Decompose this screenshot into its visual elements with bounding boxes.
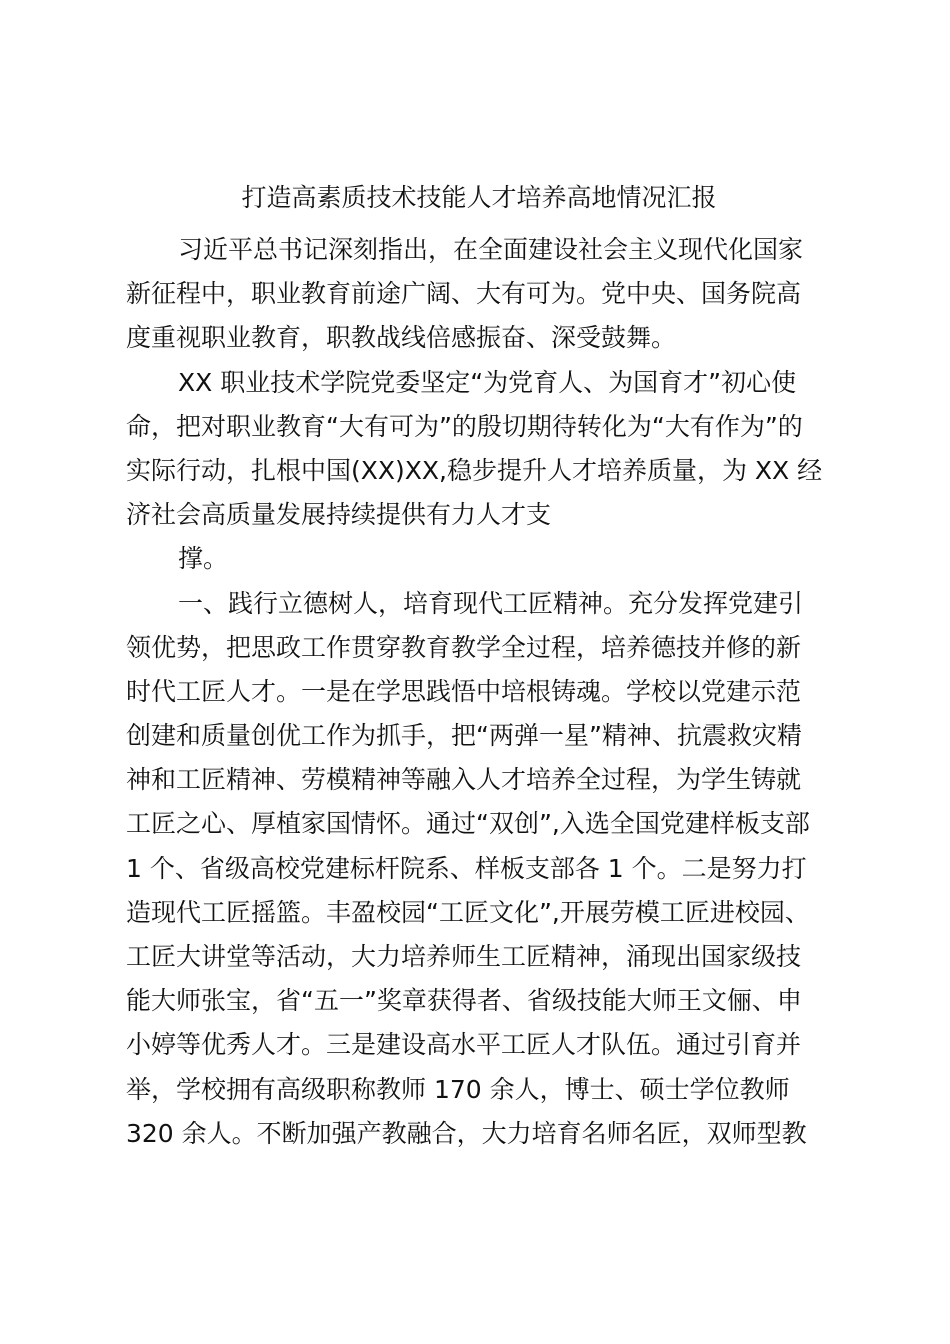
text-line: 领优势，把思政工作贯穿教育教学全过程，培养德技并修的新 bbox=[126, 632, 802, 662]
text-line: 能大师张宝，省“五一”奖章获得者、省级技能大师王文俪、申 bbox=[126, 986, 802, 1016]
text-line: 小婷等优秀人才。三是建设高水平工匠人才队伍。通过引育并 bbox=[126, 1030, 802, 1060]
text-line: 1 个、省级高校党建标杆院系、样板支部各 1 个。二是努力打 bbox=[126, 853, 807, 883]
text-line: 工匠大讲堂等活动，大力培养师生工匠精神，涌现出国家级技 bbox=[126, 942, 802, 971]
text-line: 实际行动，扎根中国(XX)XX,稳步提升人才培养质量，为 XX 经 bbox=[126, 455, 823, 485]
text-line: 撑。 bbox=[178, 544, 229, 574]
text-line: 习近平总书记深刻指出，在全面建设社会主义现代化国家 bbox=[178, 235, 804, 264]
text-line: 神和工匠精神、劳模精神等融入人才培养全过程，为学生铸就 bbox=[126, 765, 802, 795]
text-line: 济社会高质量发展持续提供有力人才支 bbox=[126, 500, 552, 530]
text-line: 度重视职业教育，职教战线倍感振奋、深受鼓舞。 bbox=[126, 323, 677, 353]
text-line: 新征程中，职业教育前途广阔、大有可为。党中央、国务院高 bbox=[126, 279, 802, 309]
text-line: 命，把对职业教育“大有可为”的殷切期待转化为“大有作为”的 bbox=[126, 411, 803, 441]
text-line: 创建和质量创优工作为抓手，把“两弹一星”精神、抗震救灾精 bbox=[126, 721, 802, 751]
text-line: XX 职业技术学院党委坚定“为党育人、为国育才”初心使 bbox=[178, 367, 797, 397]
text-line: 举，学校拥有高级职称教师 170 余人，博士、硕士学位教师 bbox=[126, 1074, 790, 1104]
document-body bbox=[126, 228, 834, 1156]
text-line: 造现代工匠摇篮。丰盈校园“工匠文化”,开展劳模工匠进校园、 bbox=[126, 897, 810, 927]
text-line: 时代工匠人才。一是在学思践悟中培根铸魂。学校以党建示范 bbox=[126, 676, 802, 706]
text-line: 一、践行立德树人，培育现代工匠精神。充分发挥党建引 bbox=[178, 588, 804, 618]
text-line: 320 余人。不断加强产教融合，大力培育名师名匠，双师型教 bbox=[126, 1118, 807, 1148]
document-title: 打造高素质技术技能人才培养高地情况汇报 bbox=[241, 183, 717, 212]
text-line: 工匠之心、厚植家国情怀。通过“双创”,入选全国党建样板支部 bbox=[126, 809, 810, 839]
